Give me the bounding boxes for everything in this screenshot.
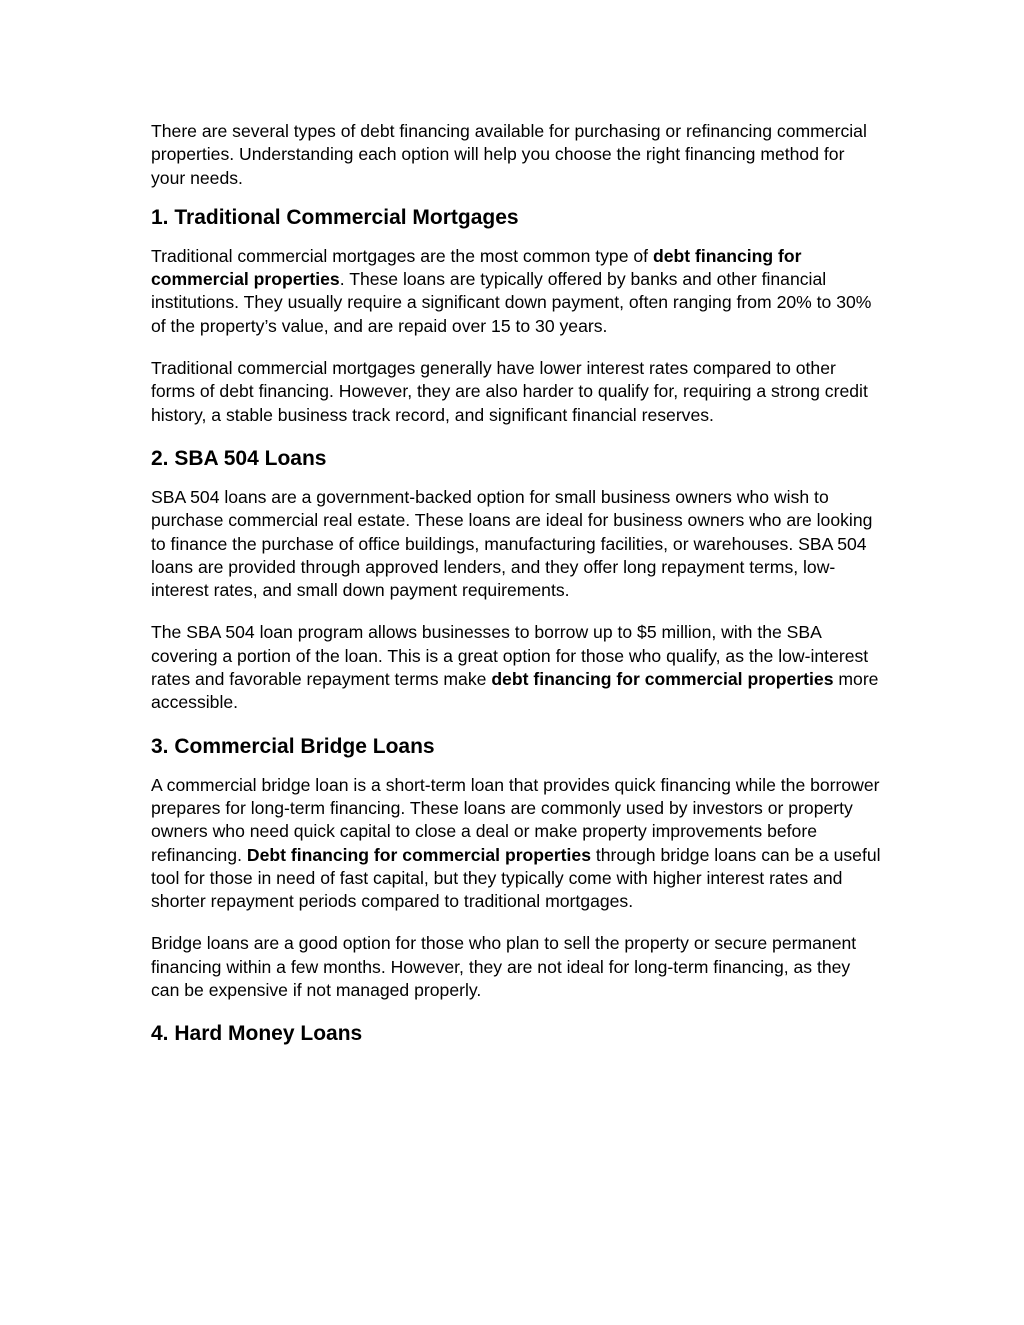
text-run: Traditional commercial mortgages are the most common type of <box>151 245 653 266</box>
traditional-mortgages-paragraph-2: Traditional commercial mortgages generally have lower interest rates compared to other forms of debt financing. However, they are also harder to qualify for, requiring a strong credit history, a stable business track record, and significant financial reserves. <box>151 358 868 425</box>
text-run: through bridge loans can be a useful tool for those in need of fast capital, but they typically come with higher interest rates and shorter repayment periods compared to traditional mortgages. <box>151 844 881 912</box>
text-run: more accessible. <box>151 669 879 713</box>
bold-keyword: debt financing for commercial properties <box>151 245 802 290</box>
document-page <box>151 120 881 1061</box>
text-run: The SBA 504 loan program allows businesses to borrow up to $5 million, with the SBA covering a portion of the loan. This is a great option for those who qualify, as the low-interest rates and favorable repayment terms make <box>151 622 869 690</box>
sba-504-paragraph-2 <box>151 621 881 714</box>
intro-paragraph: There are several types of debt financing available for purchasing or refinancing commercial properties. Understanding each option will help you choose the right financing method for your needs. <box>151 121 867 188</box>
section-heading-bridge-loans: 3. Commercial Bridge Loans <box>151 734 435 758</box>
bold-keyword: debt financing for commercial properties <box>491 669 834 690</box>
section-heading-hard-money-loans: 4. Hard Money Loans <box>151 1022 363 1046</box>
text-run: . These loans are typically offered by banks and other financial institutions. They usually require a significant down payment, often ranging from 20% to 30% of the property’s value, and are repaid over 15 to 30 years. <box>151 269 872 336</box>
bridge-loans-paragraph-1 <box>151 774 881 914</box>
traditional-mortgages-paragraph-1 <box>151 245 881 338</box>
bridge-loans-paragraph-2: Bridge loans are a good option for those who plan to sell the property or secure permanent financing within a few months. However, they are not ideal for long-term financing, as they can be expensive if not managed properly. <box>151 933 857 1001</box>
section-heading-sba-504: 2. SBA 504 Loans <box>151 446 327 470</box>
text-run: A commercial bridge loan is a short-term loan that provides quick financing while the borrower prepares for long-term financing. These loans are commonly used by investors or property owners who need quick capital to close a deal or make property improvements before refinancing. <box>151 774 880 865</box>
section-heading-traditional-mortgages: 1. Traditional Commercial Mortgages <box>151 205 519 229</box>
bold-keyword: Debt financing for commercial properties <box>246 844 591 865</box>
sba-504-paragraph-1: SBA 504 loans are a government-backed option for small business owners who wish to purchase commercial real estate. These loans are ideal for business owners who are looking to finance the purchase of office buildings, manufacturing facilities, or warehouses. SBA 504 loans are provided through approved lenders, and they offer long repayment terms, low-interest rates, and small down payment requirements. <box>151 486 873 601</box>
